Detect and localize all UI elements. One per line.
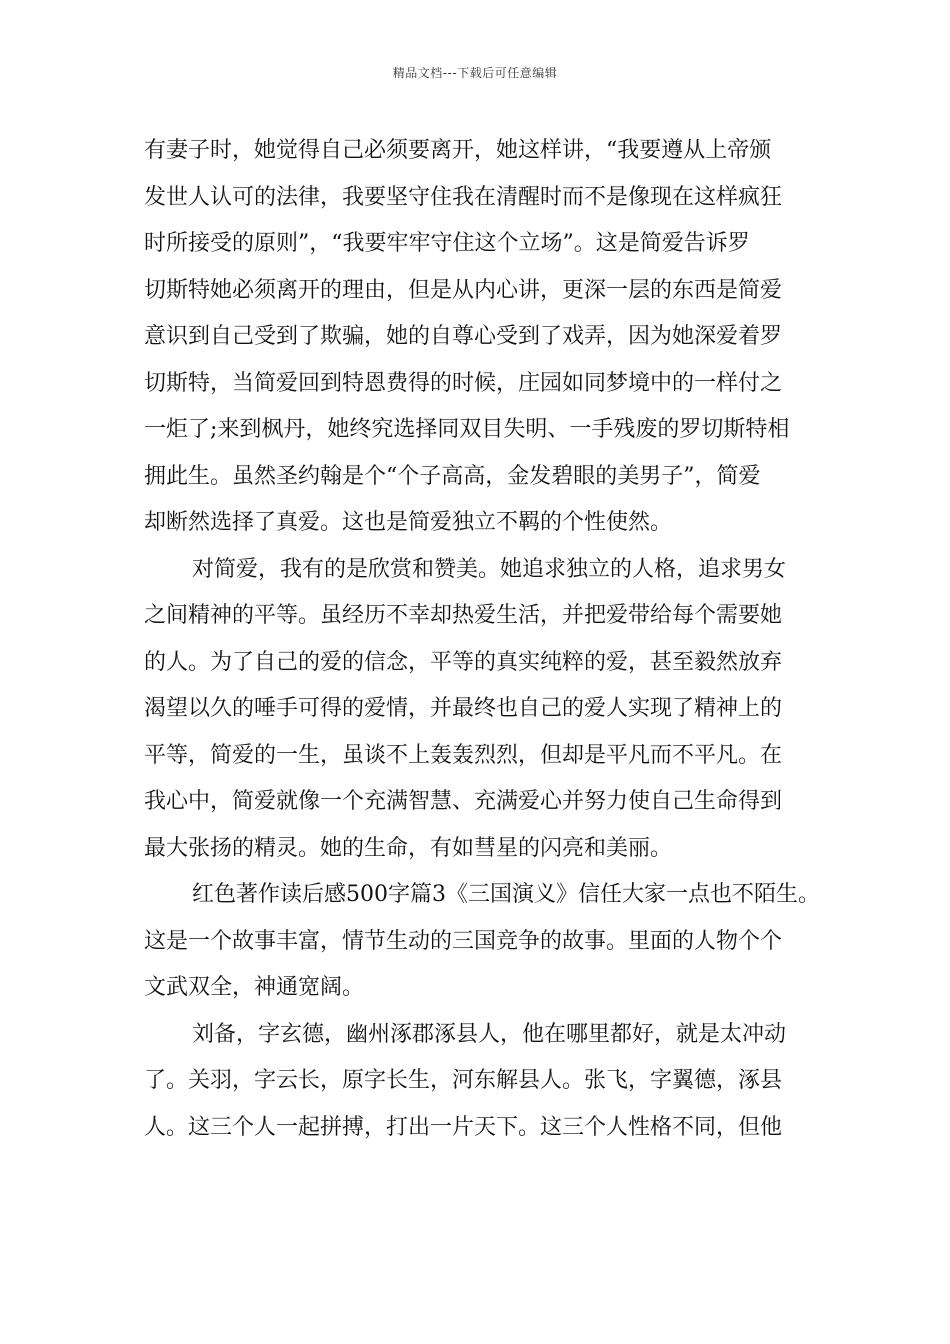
- paragraph-first-line: 对简爱，我有的是欣赏和赞美。她追求独立的人格，追求男女: [192, 556, 787, 582]
- text-line: 意识到自己受到了欺骗，她的自尊心受到了戏弄，因为她深爱着罗: [144, 324, 783, 349]
- text-line: 拥此生。虽然圣约翰是个“个子高高，金发碧眼的美男子”，简爱: [144, 463, 761, 489]
- text-line: 文武双全，神通宽阔。: [144, 975, 365, 1000]
- text-line: 人。这三个人一起拼搏，打出一片天下。这三个人性格不同，但他: [144, 1114, 783, 1140]
- page-header: 精品文档---下载后可任意编辑: [392, 66, 558, 80]
- paragraph-first-line: 红色著作读后感500字篇3《三国演义》信任大家一点也不陌生。: [192, 882, 820, 907]
- text-line: 这是一个故事丰富，情节生动的三国竞争的故事。里面的人物个个: [144, 928, 783, 954]
- paragraph-first-line: 刘备，字玄德，幽州涿郡涿县人，他在哪里都好，就是太冲动: [192, 1021, 787, 1047]
- text-line: 的人。为了自己的爱的信念，平等的真实纯粹的爱，甚至毅然放弃: [144, 649, 783, 675]
- text-line: 我心中，简爱就像一个充满智慧、充满爱心并努力使自己生命得到: [144, 789, 783, 814]
- text-line: 切斯特她必须离开的理由，但是从内心讲，更深一层的东西是简爱: [144, 277, 783, 303]
- text-line: 平等，简爱的一生，虽谈不上轰轰烈烈，但却是平凡而不平凡。在: [144, 742, 783, 768]
- text-line: 却断然选择了真爱。这也是简爱独立不羁的个性使然。: [144, 510, 673, 535]
- text-line: 时所接受的原则”，“我要牢牢守住这个立场”。这是简爱告诉罗: [144, 231, 750, 256]
- text-line: 最大张扬的精灵。她的生命，有如彗星的闪亮和美丽。: [144, 835, 673, 861]
- text-line: 之间精神的平等。虽经历不幸却热爱生活，并把爱带给每个需要她: [144, 603, 783, 628]
- text-line: 有妻子时，她觉得自己必须要离开，她这样讲，“我要遵从上帝颁: [144, 138, 772, 163]
- text-line: 发世人认可的法律，我要坚守住我在清醒时而不是像现在这样疯狂: [144, 184, 783, 210]
- text-line: 渴望以久的唾手可得的爱情，并最终也自己的爱人实现了精神上的: [144, 696, 783, 721]
- text-line: 一炬了;来到枫丹，她终究选择同双目失明、一手残废的罗切斯特相: [144, 417, 790, 442]
- text-line: 了。关羽，字云长，原字长生，河东解县人。张飞，字翼德，涿县: [144, 1068, 783, 1093]
- document-body: [144, 128, 820, 1151]
- text-line: 切斯特，当简爱回到特恩费得的时候，庄园如同梦境中的一样付之: [144, 370, 783, 396]
